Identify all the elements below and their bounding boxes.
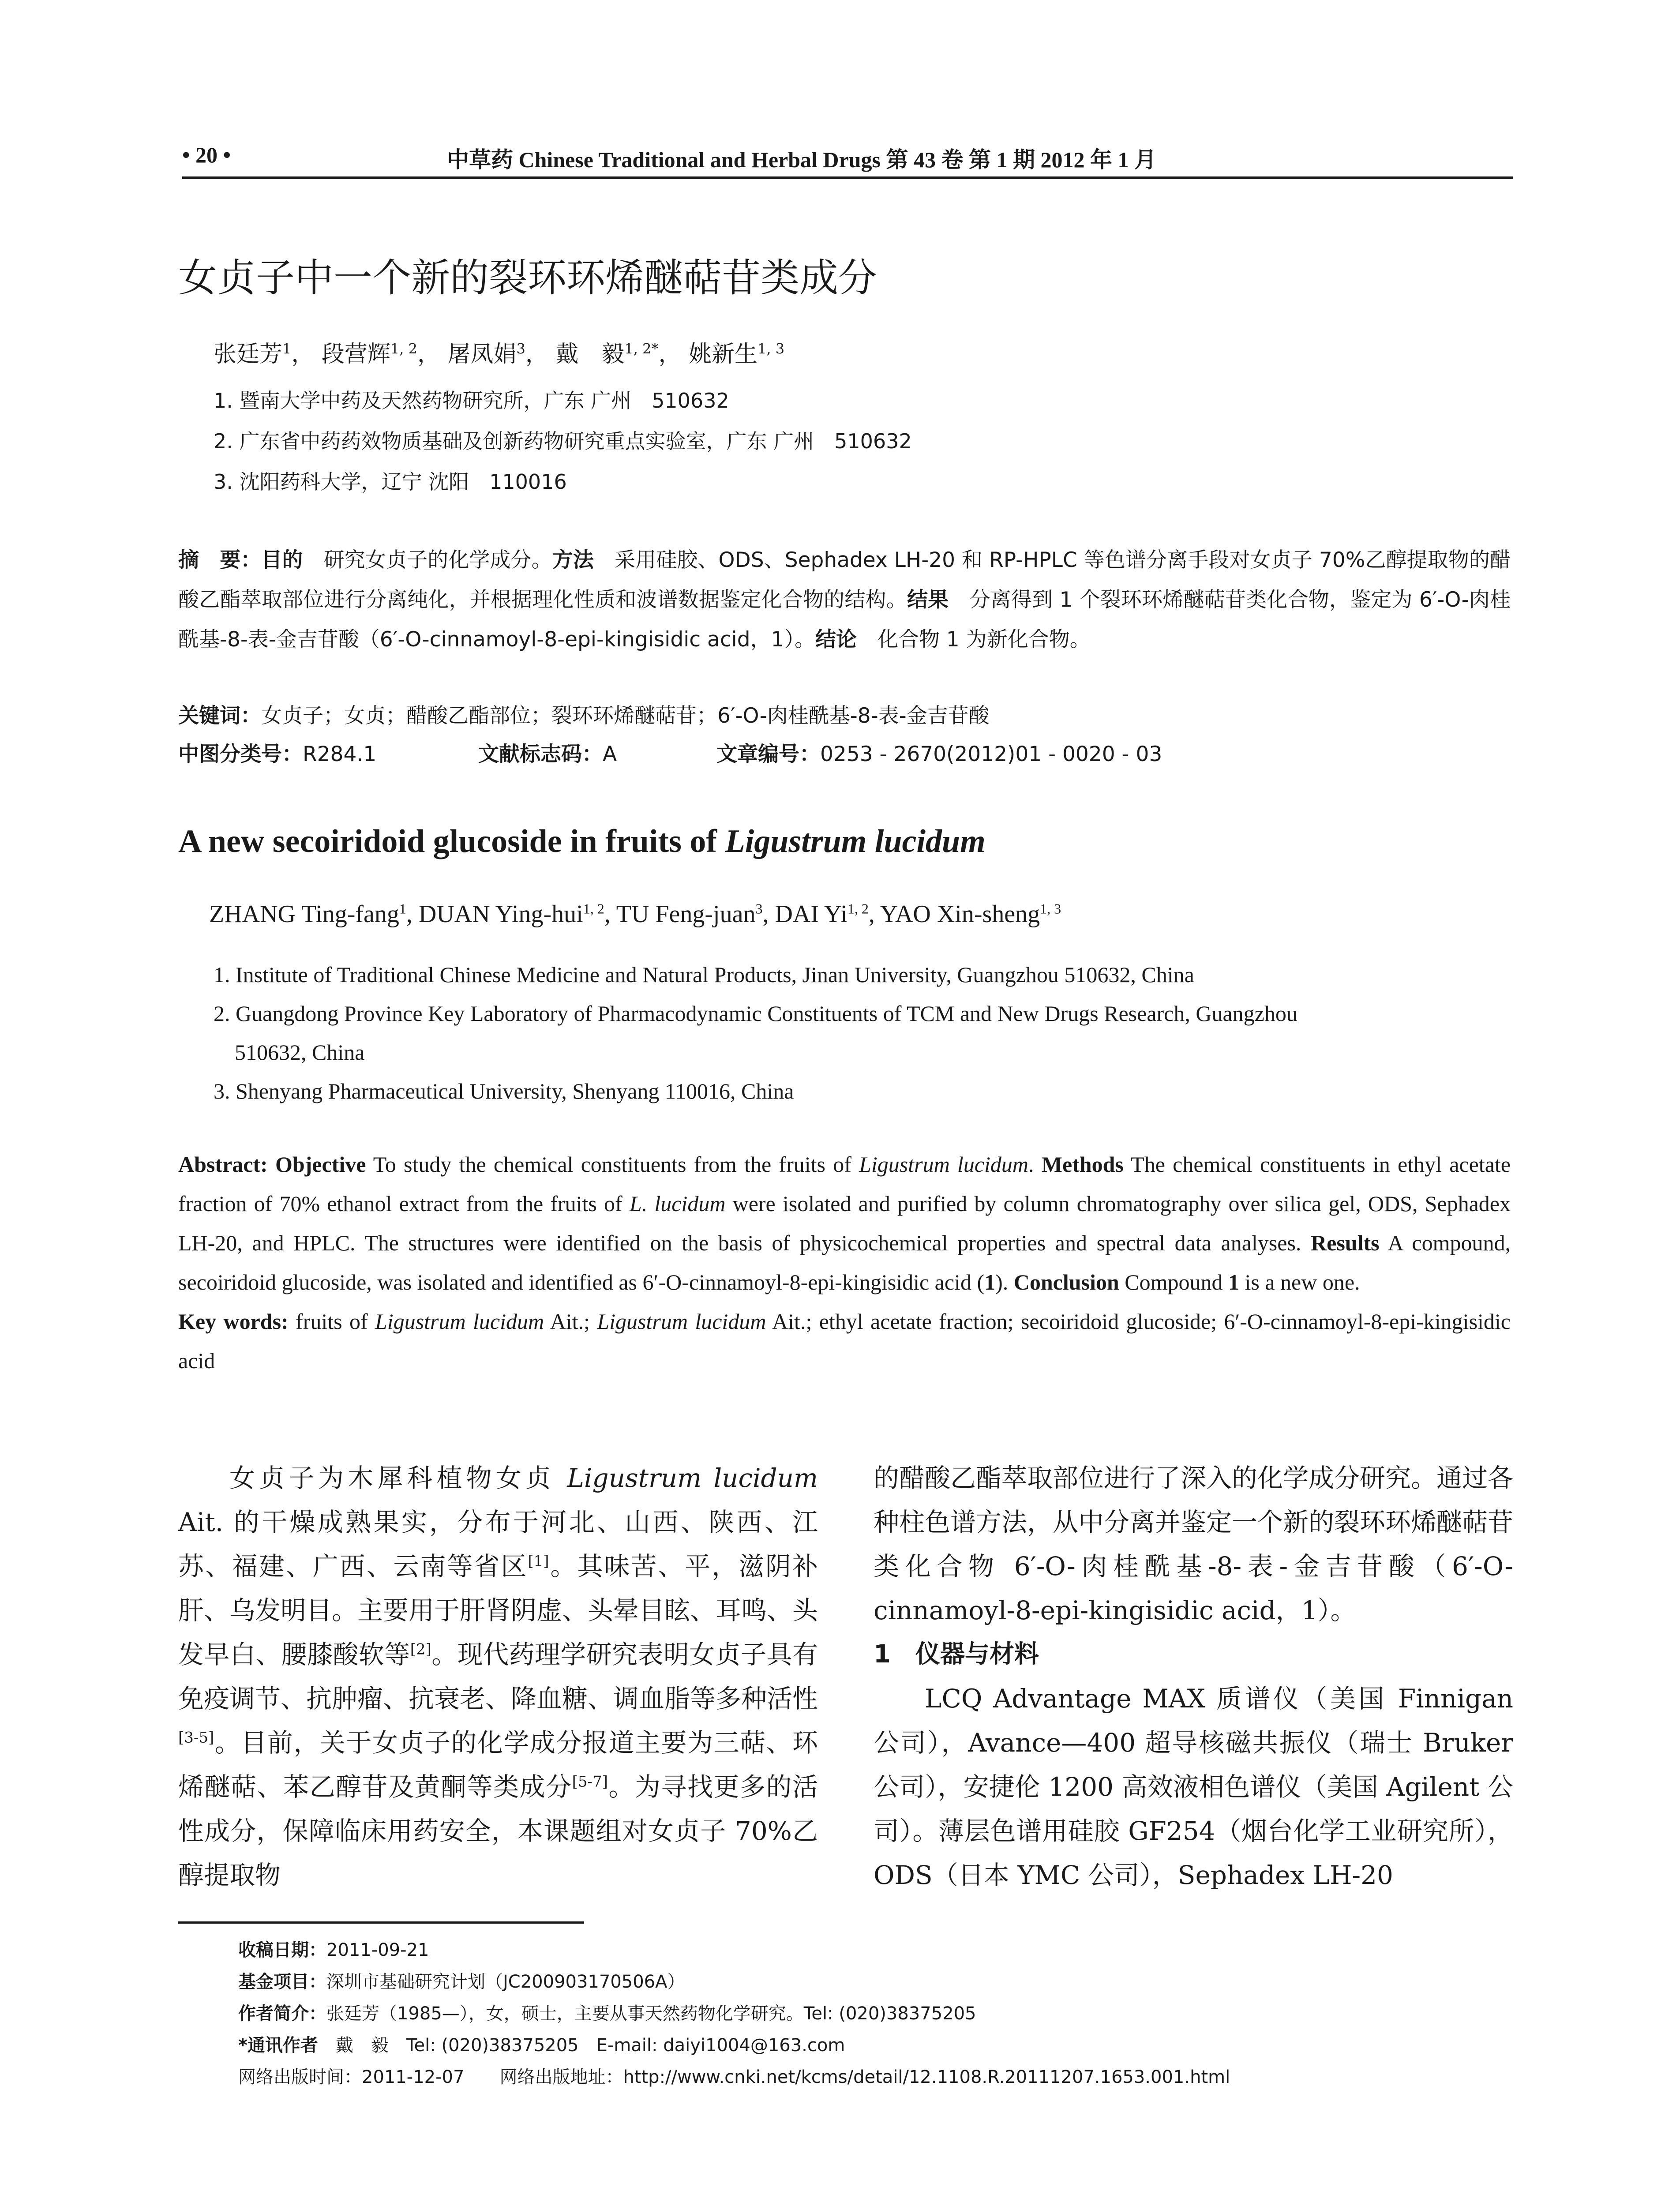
body-text: Ait. 的干燥成熟果实，分布于河北、山西、陕西、江苏、福建、广西、云南等省区 — [178, 1507, 818, 1581]
body-text: 。目前，关于女贞子的化学成分报道主要为三萜、环烯醚萜、苯乙醇苷及黄酮等类成分 — [178, 1728, 818, 1802]
chinese-affiliation: 1. 暨南大学中药及天然药物研究所，广东 广州 510632 — [214, 389, 729, 413]
english-authors: ZHANG Ting-fang$^1$, DUAN Ying-hui$^{1, 2}$, TU Feng-juan$^3$, DAI Yi$^{1, 2}$, YAO Xin-sheng$^{1, 3}$ — [209, 900, 1061, 928]
footnote-label: 基金项目： — [238, 1972, 326, 1992]
english-affiliation: 2. Guangdong Province Key Laboratory of Pharmacodynamic Constituents of TCM and New Drugs Research, Guangzhou — [214, 1001, 1298, 1026]
abstract-label: 摘 要： — [178, 548, 262, 572]
methods-label: 方法 — [552, 548, 594, 572]
footnote-text: 2011-09-21 — [326, 1940, 429, 1960]
footnote-corresponding — [238, 2031, 845, 2056]
author-name: 段营辉 — [321, 341, 390, 368]
objective-label: 目的 — [261, 548, 303, 572]
footnote-label: 作者简介： — [238, 2003, 326, 2024]
doc-code-value: A — [603, 742, 617, 766]
results-text: ). — [995, 1270, 1014, 1294]
results-label: 结果 — [907, 588, 949, 612]
compound-number: 1 — [984, 1270, 996, 1294]
footnote-rule — [178, 1921, 584, 1924]
methods-text: were isolated and purified by column chromatography over silica gel, ODS, Sephadex LH-20, and HPLC. The structures were identified on the basis of physicochemical properties and spectral data analyses. — [178, 1191, 1511, 1255]
compound-number: 1 — [1228, 1270, 1239, 1294]
objective-text: To study the chemical constituents from the fruits of — [366, 1152, 859, 1177]
english-affiliation: 1. Institute of Traditional Chinese Medicine and Natural Products, Jinan University, Guangzhou 510632, China — [214, 962, 1194, 987]
author-name: TU Feng-juan — [616, 900, 756, 928]
chinese-affiliation: 3. 沈阳药科大学，辽宁 沈阳 110016 — [214, 470, 567, 494]
author-name: 屠凤娟 — [447, 341, 517, 368]
species-name: Ligustrum lucidum — [597, 1309, 766, 1334]
objective-text: 研究女贞子的化学成分。 — [303, 548, 552, 572]
author-name: YAO Xin-sheng — [880, 900, 1040, 928]
english-affiliation: 3. Shenyang Pharmaceutical University, Shenyang 110016, China — [214, 1079, 794, 1103]
clc-label: 中图分类号： — [178, 742, 303, 766]
chinese-authors: 张廷芳$^1$， 段营辉$^{1, 2}$， 屠凤娟$^3$， 戴 毅$^{1, 2*}$， 姚新生$^{1, 3}$ — [214, 340, 785, 368]
body-text: 女贞子为木犀科植物女贞 — [229, 1463, 567, 1493]
species-name: Ligustrum lucidum — [375, 1309, 544, 1334]
author-sup: 1, 3 — [1040, 900, 1061, 917]
author-sup: 1, 2* — [624, 340, 659, 357]
article-no-value: 0253 - 2670(2012)01 - 0020 - 03 — [820, 742, 1162, 766]
author-name: ZHANG Ting-fang — [209, 900, 399, 928]
body-paragraph: LCQ Advantage MAX 质谱仪（美国 Finnigan 公司），Avance—400 超导核磁共振仪（瑞士 Bruker 公司），安捷伦 1200 高效液相色谱仪（美国 Agilent 公司）。薄层色谱用硅胶 GF254（烟台化学工业研究所），ODS（日本 YMC 公司），Sephadex LH-20 — [874, 1684, 1513, 1890]
footnote-text: 张廷芳（1985—），女，硕士，主要从事天然药物化学研究。Tel: (020)38375205 — [326, 2003, 976, 2024]
conclusion-text: 化合物 1 为新化合物。 — [856, 627, 1091, 652]
footnote-label: *通讯作者 — [238, 2035, 318, 2056]
author-sup: 1, 2 — [847, 900, 869, 917]
reference-marker: [3-5] — [178, 1729, 214, 1747]
classification-row — [178, 738, 1162, 767]
keywords-text: 女贞子；女贞；醋酸乙酯部位；裂环环烯醚萜苷；6′-O-肉桂酰基-8-表-金吉苷酸 — [261, 704, 990, 728]
keywords-text: Ait.; — [544, 1309, 597, 1334]
english-abstract: Abstract: Objective To study the chemical constituents from the fruits of Ligustrum lucidum. Methods The chemical constituents in ethyl acetate fraction of 70% ethanol extract from the fruits of L. lucidum were isolated and purified by column chromatography over silica gel, ODS, Sephadex LH-20, and HPLC. The structures were identified on the basis of physicochemical properties and spectral data analyses. Results A compound, secoiridoid glucoside, was isolated and identified as 6′-O-cinnamoyl-8-epi-kingisidic acid (1). Conclusion Compound 1 is a new one. Key words: fruits of Ligustrum lucidum Ait.; Ligustrum lucidum Ait.; ethyl acetate fraction; secoiridoid glucoside; 6′-O-cinnamoyl-8-epi-kingisidic acid — [178, 1152, 1511, 1373]
body-text: 。现代药理学研究表明女贞子具有免疫调节、抗肿瘤、抗衰老、降血糖、调血脂等多种活性 — [178, 1639, 818, 1714]
clc-code — [178, 738, 478, 767]
chinese-title: 女贞子中一个新的裂环环烯醚萜苷类成分 — [178, 255, 878, 300]
footnote-fund — [238, 1968, 685, 1993]
conclusion-text: Compound — [1119, 1270, 1228, 1294]
author-sup: 3 — [516, 340, 525, 357]
author-name: DUAN Ying-hui — [418, 900, 583, 928]
author-name: 姚新生 — [689, 341, 758, 368]
english-title-species: Ligustrum lucidum — [725, 823, 986, 859]
body-text: 。其味苦、平，滋阴补肝、乌发明目。主要用于肝肾阴虚、头晕目眩、耳鸣、头发早白、腰膝酸软等 — [178, 1551, 818, 1670]
species-abbr: L. lucidum — [629, 1191, 726, 1216]
footnote-author — [238, 2000, 976, 2025]
reference-marker: [5-7] — [572, 1773, 608, 1791]
author-name: DAI Yi — [775, 900, 848, 928]
results-text: A compound, secoiridoid glucoside, was isolated and identified as 6′-O-cinnamoyl-8-epi-kingisidic acid ( — [178, 1231, 1511, 1294]
species-name: Ligustrum lucidum — [567, 1463, 818, 1493]
footnote-label: 收稿日期： — [238, 1940, 326, 1960]
author-sup: 1, 3 — [758, 340, 785, 357]
header-rule — [182, 176, 1513, 179]
body-left-column — [178, 1456, 818, 1897]
keywords-label: Key words: — [178, 1309, 289, 1334]
doc-code — [478, 738, 716, 767]
reference-marker: [2] — [410, 1640, 431, 1658]
section-heading: 1 仪器与材料 — [874, 1640, 1039, 1669]
author-sup: 1 — [282, 340, 292, 357]
english-affiliation: 510632, China — [235, 1040, 365, 1065]
article-number — [716, 738, 1162, 767]
methods-text: The chemical constituents in ethyl acetate fraction of 70% ethanol extract from the fruits of — [178, 1152, 1511, 1216]
footnote-text: 深圳市基础研究计划（JC200903170506A） — [326, 1972, 685, 1992]
footnote-online: 网络出版时间：2011-12-07 网络出版地址：http://www.cnki.net/kcms/detail/12.1108.R.20111207.1653.001.html — [238, 2067, 1230, 2087]
methods-text: 采用硅胶、ODS、Sephadex LH-20 和 RP-HPLC 等色谱分离手段对女贞子 70%乙醇提取物的醋酸乙酯萃取部位进行分离纯化，并根据理化性质和波谱数据鉴定化合物的结构。 — [178, 548, 1511, 612]
page-number: • 20 • — [182, 143, 231, 167]
author-sup: 1, 2 — [583, 900, 604, 917]
keywords-text: Ait.; ethyl acetate fraction; secoiridoid glucoside; 6′-O-cinnamoyl-8-epi-kingisidic acid — [178, 1309, 1511, 1373]
author-name: 戴 毅 — [555, 341, 625, 368]
author-sup: 1 — [399, 900, 406, 917]
keywords-label: 关键词： — [178, 704, 261, 728]
english-title-main: A new secoiridoid glucoside in fruits of — [178, 823, 725, 859]
english-title — [178, 823, 986, 860]
body-text: 。为寻找更多的活性成分，保障临床用药安全，本课题组对女贞子 70%乙醇提取物 — [178, 1772, 818, 1890]
author-name: 张廷芳 — [214, 341, 283, 368]
author-sup: 3 — [755, 900, 763, 917]
doc-code-label: 文献标志码： — [478, 742, 603, 766]
journal-citation: 中草药 Chinese Traditional and Herbal Drugs 第 43 卷 第 1 期 2012 年 1 月 — [447, 147, 1156, 172]
abstract-label: Abstract: Objective — [178, 1152, 366, 1177]
footnote-text: 戴 毅 Tel: (020)38375205 E-mail: daiyi1004@163.com — [318, 2035, 845, 2056]
conclusion-text: is a new one. — [1239, 1270, 1360, 1294]
species-name: Ligustrum lucidum — [859, 1152, 1029, 1177]
body-paragraph: 的醋酸乙酯萃取部位进行了深入的化学成分研究。通过各种柱色谱方法，从中分离并鉴定一个新的裂环环烯醚萜苷类化合物 6′-O-肉桂酰基-8-表-金吉苷酸（6′-O-cinnamoyl-8-epi-kingisidic acid，1）。 — [874, 1463, 1514, 1625]
body-right-column — [874, 1456, 1513, 1897]
article-no-label: 文章编号： — [716, 742, 820, 766]
chinese-affiliation: 2. 广东省中药药效物质基础及创新药物研究重点实验室，广东 广州 510632 — [214, 429, 912, 453]
chinese-abstract — [178, 540, 1511, 660]
results-text: 分离得到 1 个裂环环烯醚萜苷类化合物，鉴定为 6′-O-肉桂酰基-8-表-金吉苷酸（6′-O-cinnamoyl-8-epi-kingisidic acid，1）。 — [178, 588, 1511, 652]
methods-label: Methods — [1041, 1152, 1124, 1177]
running-header — [182, 142, 1513, 173]
reference-marker: [1] — [528, 1552, 549, 1570]
results-label: Results — [1311, 1231, 1380, 1255]
conclusion-label: Conclusion — [1013, 1270, 1119, 1294]
author-sup: 1, 2 — [390, 340, 417, 357]
chinese-keywords — [178, 699, 990, 729]
clc-value: R284.1 — [303, 742, 377, 766]
conclusion-label: 结论 — [815, 627, 857, 652]
footnote-received — [238, 1936, 429, 1961]
keywords-text: fruits of — [288, 1309, 375, 1334]
